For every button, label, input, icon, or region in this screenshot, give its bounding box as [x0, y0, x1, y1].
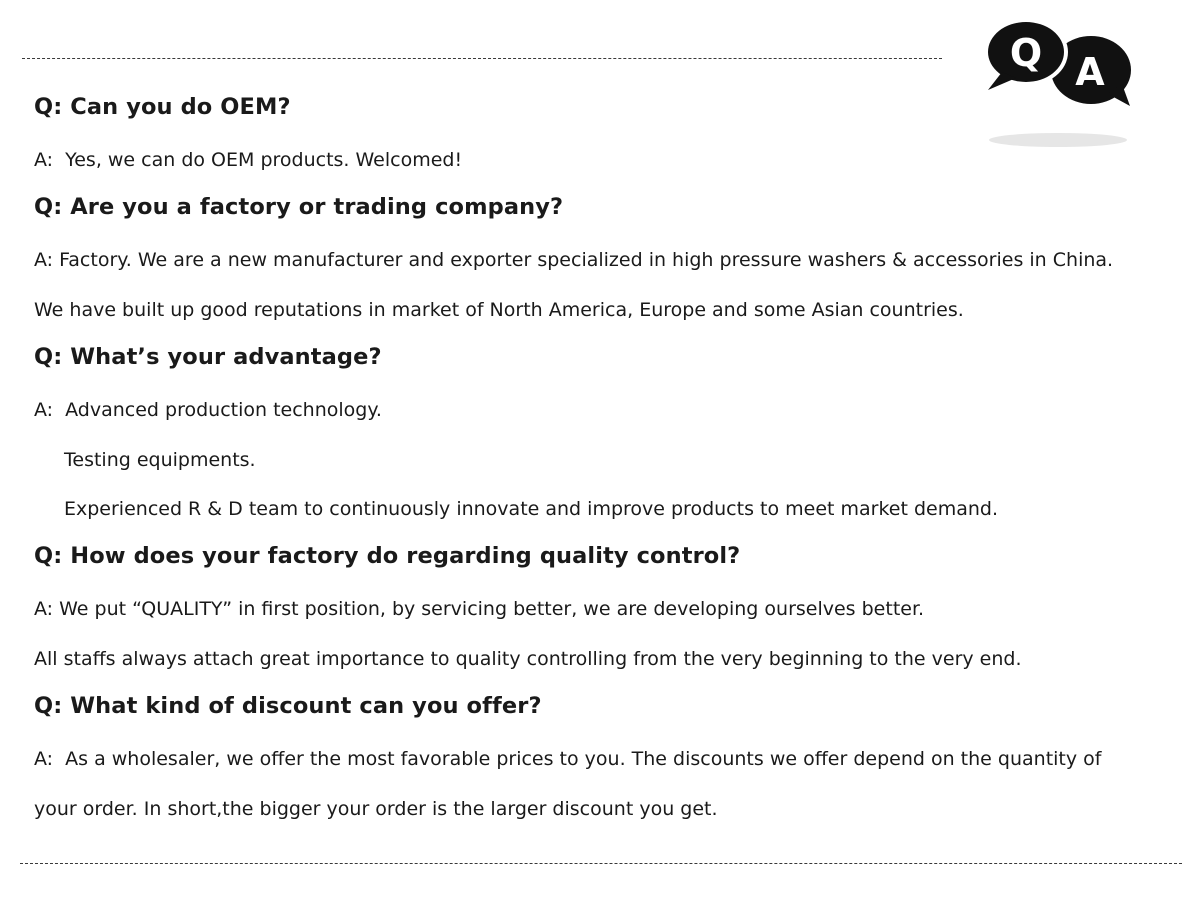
question-advantage: Q: What’s your advantage?: [34, 344, 382, 370]
qa-speech-bubbles-icon: [980, 14, 1140, 154]
answer-factory-line-2: We have built up good reputations in market of North America, Europe and some Asian countries.: [34, 299, 964, 321]
answer-quality-line-1: A: We put “QUALITY” in first position, by servicing better, we are developing ourselves better.: [34, 598, 925, 620]
question-discount: Q: What kind of discount can you offer?: [34, 693, 542, 719]
logo-shadow: [989, 133, 1127, 147]
q-letter: Q: [1009, 31, 1043, 75]
question-quality-control: Q: How does your factory do regarding quality control?: [34, 543, 741, 569]
top-divider: [22, 58, 942, 59]
answer-advantage-line-2: Testing equipments.: [64, 449, 256, 471]
bottom-divider: [20, 863, 1182, 864]
a-letter: A: [1075, 50, 1105, 94]
answer-discount-line-1: A: As a wholesaler, we offer the most favorable prices to you. The discounts we offer depend on the quantity of: [34, 748, 1102, 770]
question-oem: Q: Can you do OEM?: [34, 94, 291, 120]
answer-quality-line-2: All staffs always attach great importance to quality controlling from the very beginning to the very end.: [34, 648, 1022, 670]
question-factory-or-trading: Q: Are you a factory or trading company?: [34, 194, 564, 220]
answer-discount-line-2: your order. In short,the bigger your order is the larger discount you get.: [34, 798, 718, 820]
answer-advantage-line-3: Experienced R & D team to continuously innovate and improve products to meet market demand.: [64, 498, 999, 520]
qa-logo: [980, 14, 1140, 154]
answer-advantage-line-1: A: Advanced production technology.: [34, 399, 382, 421]
answer-oem-line-1: A: Yes, we can do OEM products. Welcomed!: [34, 149, 463, 171]
answer-factory-line-1: A: Factory. We are a new manufacturer and exporter specialized in high pressure washers & accessories in China.: [34, 249, 1114, 271]
